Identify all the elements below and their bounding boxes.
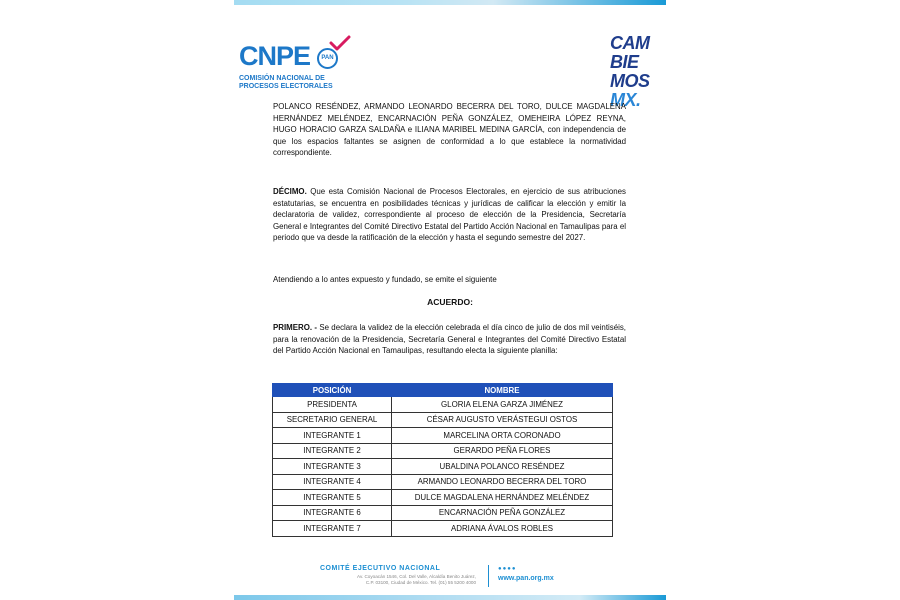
top-color-bar [234,0,666,5]
position-cell: INTEGRANTE 2 [273,443,392,459]
name-cell: ADRIANA ÁVALOS ROBLES [392,521,613,537]
table-row [273,459,613,475]
table-header-row [273,384,613,397]
name-cell: MARCELINA ORTA CORONADO [392,428,613,444]
footer-address [320,574,476,585]
facebook-icon[interactable]: ● [498,566,503,572]
cnpe-brand: CNPE [239,41,311,71]
footer-committee: COMITÉ EJECUTIVO NACIONAL [320,565,441,572]
name-cell: UBALDINA POLANCO RESÉNDEZ [392,459,613,475]
logo-line-3: MOS [610,71,650,91]
logo-line-4: MX. [610,90,641,110]
youtube-icon[interactable]: ● [511,566,517,572]
cnpe-logo [239,35,349,95]
primero-label: PRIMERO. - [273,323,317,332]
cnpe-subtitle-line1: COMISIÓN NACIONAL DE [239,75,325,82]
name-cell: ENCARNACIÓN PEÑA GONZÁLEZ [392,505,613,521]
intro-paragraph: POLANCO RESÉNDEZ, ARMANDO LEONARDO BECERRA DEL TORO, DULCE MAGDALENA HERNÁNDEZ MELÉNDEZ, ENCARNACIÓN PEÑA GONZÁLEZ, OMEHEIRA LÓPEZ REYNA, HUGO HORACIO GARZA SALDAÑA e ILIANA MARIBEL MEDINA GARCÍA, con independencia de que los espacios faltantes se asignen de conformidad a lo que establece la normatividad correspondiente. [273,102,626,158]
table-row [273,443,613,459]
document-page [234,0,666,600]
position-cell: PRESIDENTA [273,397,392,413]
name-cell: CÉSAR AUGUSTO VERÁSTEGUI OSTOS [392,412,613,428]
name-cell: ARMANDO LEONARDO BECERRA DEL TORO [392,474,613,490]
instagram-icon[interactable]: ● [507,566,512,572]
decimo-label: DÉCIMO. [273,187,307,196]
checkmark-icon [329,35,351,53]
position-cell: INTEGRANTE 1 [273,428,392,444]
table-row [273,428,613,444]
cnpe-subtitle [239,75,333,91]
pan-mark: PAN [317,48,338,69]
decimo-text: Que esta Comisión Nacional de Procesos Electorales, en ejercicio de sus atribuciones estatutarias, se encuentra en posibilidades técnicas y jurídicas de calificar la elección y emitir la declaratoria de validez, correspondiente al proceso de elección de la Presidencia, Secretaría General e Integrantes del Comité Directivo Estatal del Partido Acción Nacional en Tamaulipas para el periodo que va desde la ratificación de la elección y hasta el segundo semestre del 2027. [273,187,626,243]
table-row [273,490,613,506]
cambiemos-mx-logo [610,34,660,110]
name-cell: GERARDO PEÑA FLORES [392,443,613,459]
footer-address-line2: C.P. 03100, Ciudad de México. Tel. (01) 55 5200 4000 [365,579,476,585]
page-footer [234,565,666,590]
table-row [273,397,613,413]
cnpe-subtitle-line2: PROCESOS ELECTORALES [239,83,333,90]
name-cell: DULCE MAGDALENA HERNÁNDEZ MELÉNDEZ [392,490,613,506]
logo-line-2: BIE [610,52,639,72]
table-row [273,521,613,537]
planilla-table [272,383,613,537]
position-cell: INTEGRANTE 7 [273,521,392,537]
acuerdo-heading: ACUERDO: [427,297,473,307]
name-cell: GLORIA ELENA GARZA JIMÉNEZ [392,397,613,413]
twitter-icon[interactable]: ● [502,566,508,572]
social-icons [498,566,517,572]
position-cell: SECRETARIO GENERAL [273,412,392,428]
position-cell: INTEGRANTE 3 [273,459,392,475]
table-row [273,474,613,490]
position-cell: INTEGRANTE 4 [273,474,392,490]
bottom-color-bar [234,595,666,600]
position-cell: INTEGRANTE 5 [273,490,392,506]
footer-divider [488,565,489,587]
table-row [273,412,613,428]
position-cell: INTEGRANTE 6 [273,505,392,521]
footer-address-line1: Av. Coyoacán 1546, Col. Del Valle, Alcaldía Benito Juárez, [357,574,476,579]
footer-website-link[interactable]: www.pan.org.mx [498,575,554,582]
decimo-paragraph [273,186,626,244]
table-row [273,505,613,521]
logo-line-1: CAM [610,33,650,53]
header-name: NOMBRE [392,384,613,397]
atendiendo-paragraph: Atendiendo a lo antes expuesto y fundado, se emite el siguiente [273,275,497,284]
primero-paragraph [273,322,626,357]
header-position: POSICIÓN [273,384,392,397]
primero-text: Se declara la validez de la elección celebrada el día cinco de julio de dos mil veintiséis, para la renovación de la Presidencia, Secretaría General e Integrantes del Comité Directivo Estatal del Partido Acción Nacional en Tamaulipas, resultando electa la siguiente planilla: [273,323,626,356]
